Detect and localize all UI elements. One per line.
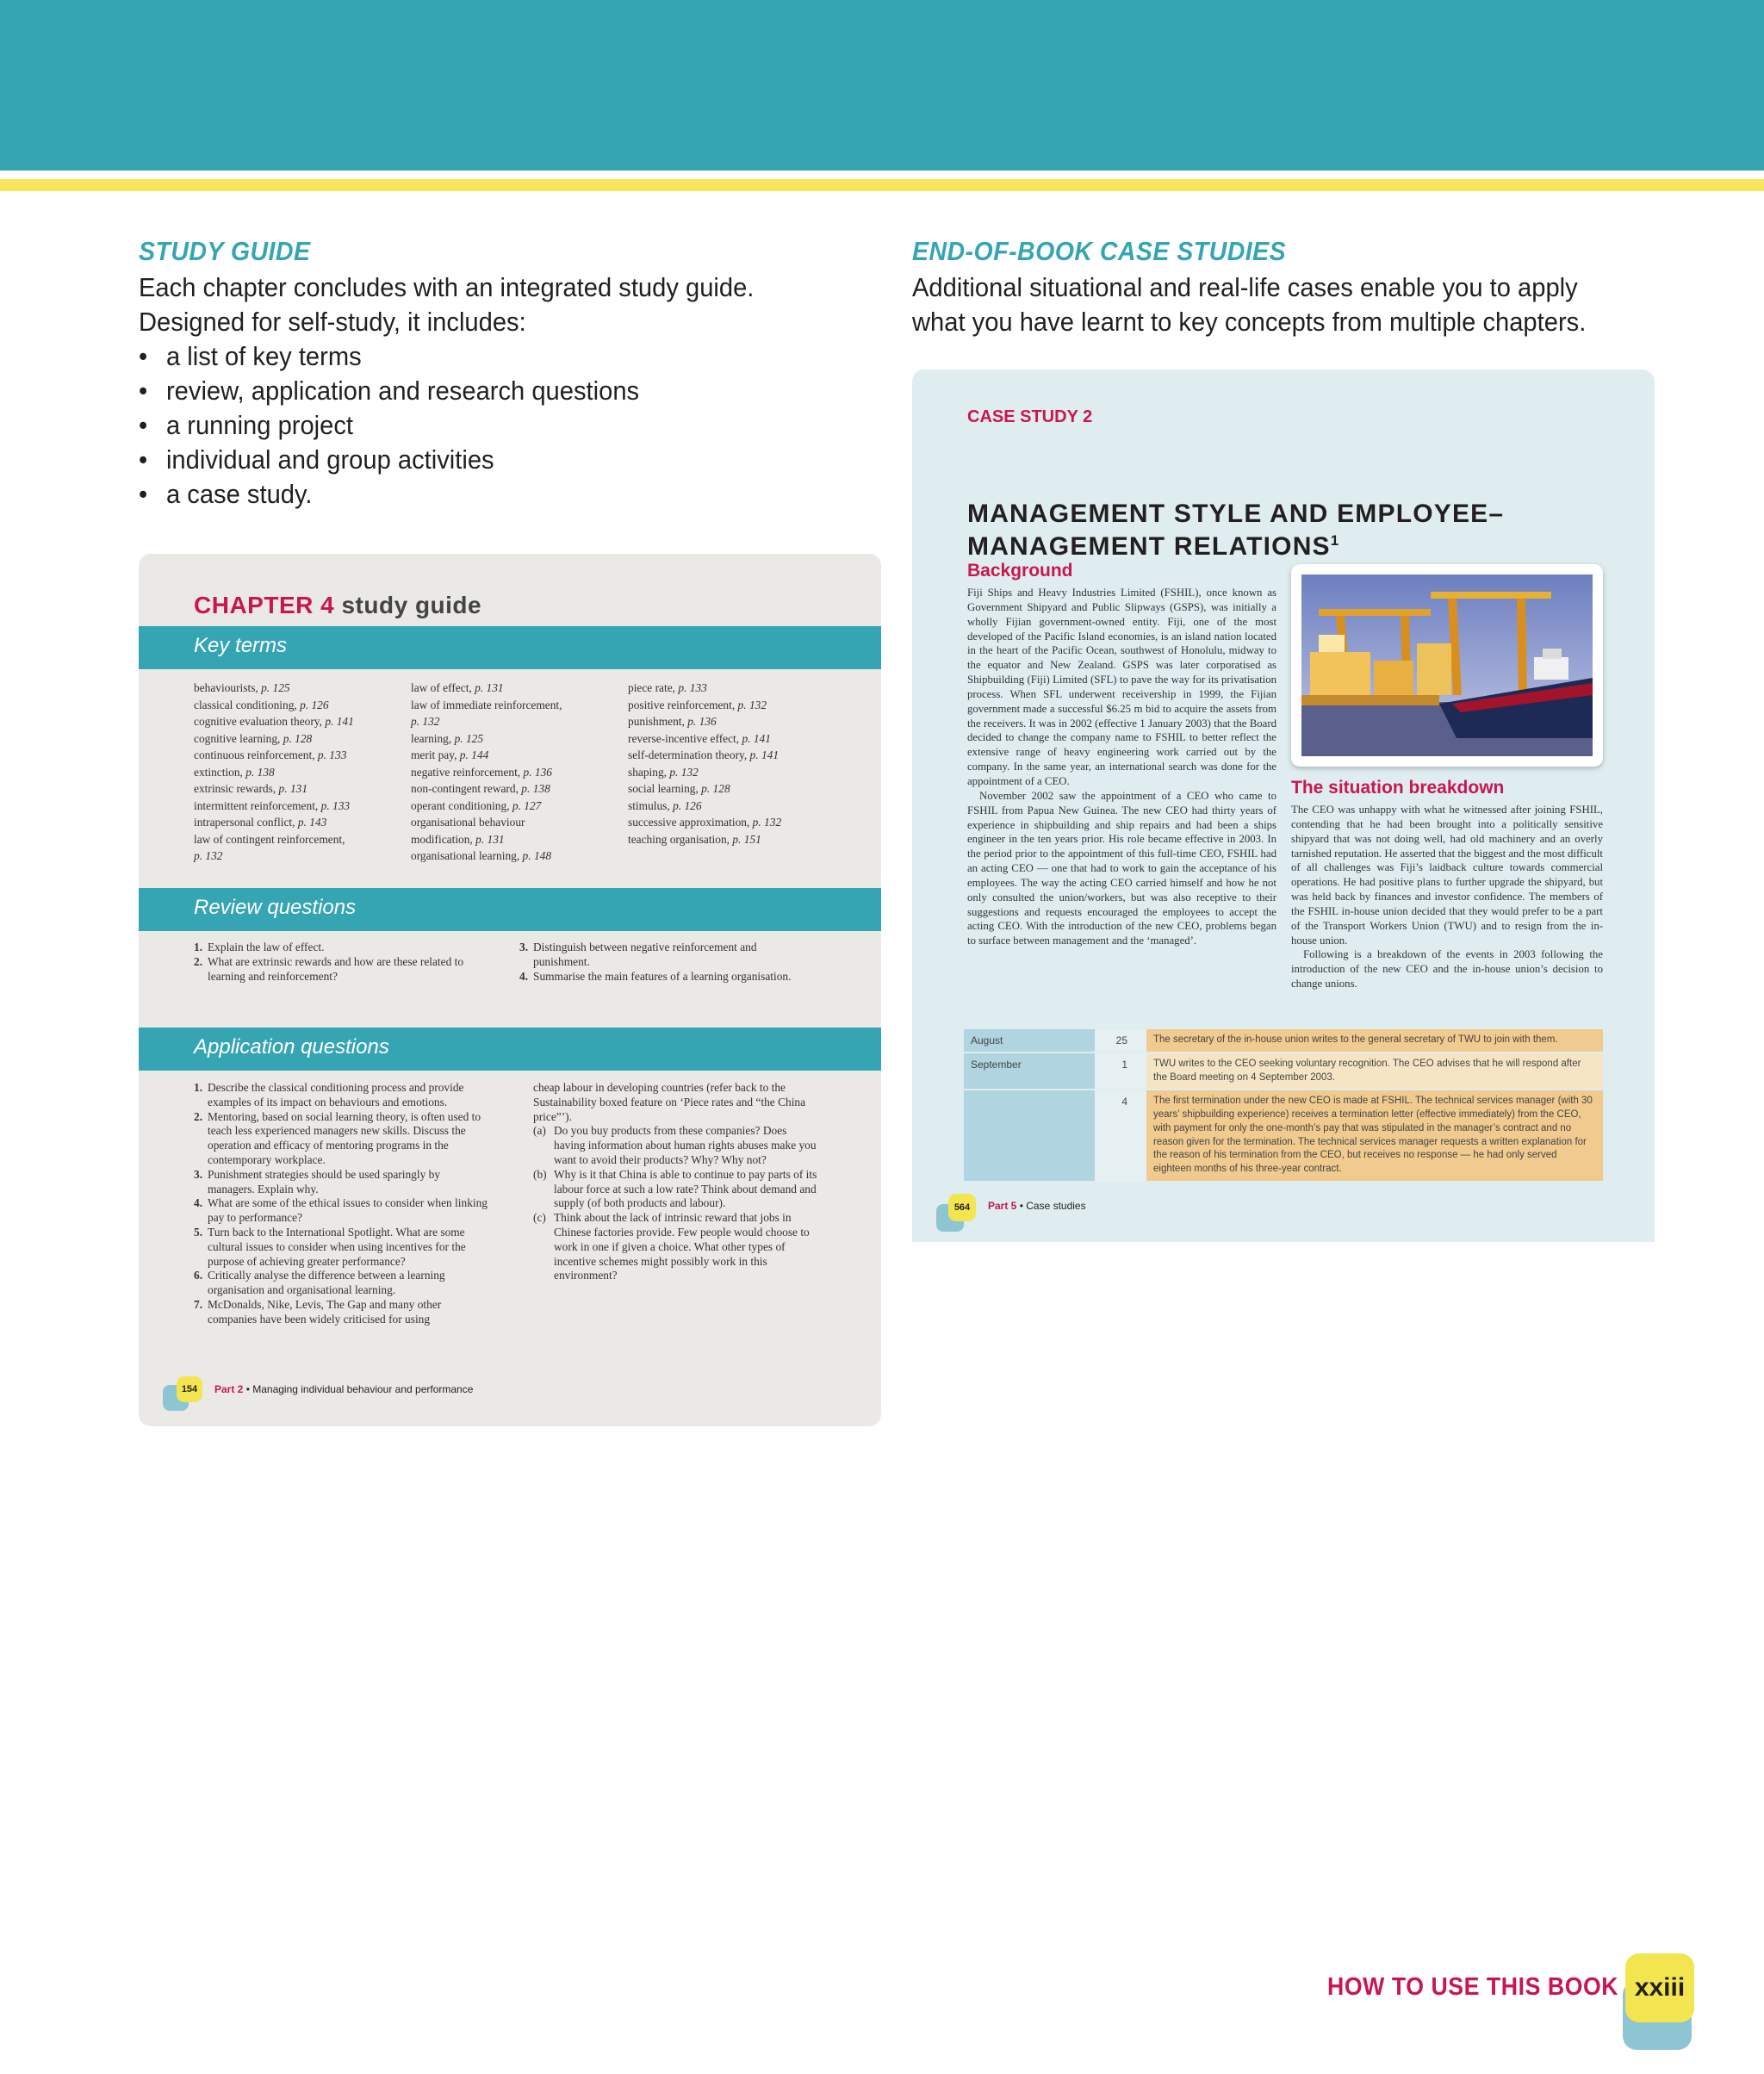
part-title: • Case studies — [1016, 1200, 1086, 1212]
key-term — [411, 764, 562, 781]
list-item: • individual and group activities — [139, 443, 639, 477]
key-term-page: p. 138 — [245, 765, 275, 779]
case-study-title-line-2 — [967, 527, 1504, 560]
key-term-page: p. 131 — [475, 681, 504, 694]
question-text: Summarise the main features of a learning organisation. — [533, 969, 792, 983]
table-row — [964, 1029, 1603, 1052]
question-number: 1. — [194, 941, 203, 953]
sub-question-item — [533, 1124, 817, 1167]
timeline-table — [964, 1029, 1603, 1183]
key-term — [628, 780, 781, 798]
key-term — [194, 680, 354, 697]
sub-question-item — [533, 1211, 817, 1283]
table-row — [964, 1053, 1603, 1089]
key-term-page: p. 132 — [411, 715, 440, 728]
timeline-month: September — [964, 1053, 1095, 1089]
key-term — [628, 764, 781, 781]
footer-title: HOW TO USE THIS BOOK — [1327, 1973, 1619, 2001]
key-term-text: self-determination theory, — [628, 748, 750, 761]
key-term-text: punishment, — [628, 715, 688, 728]
question-item — [194, 1110, 490, 1168]
question-number: 4. — [194, 1196, 203, 1210]
question-item — [194, 1226, 490, 1269]
key-term — [194, 730, 354, 748]
key-term — [628, 680, 781, 697]
key-term-page: p. 133 — [320, 798, 351, 812]
key-term-text: intrapersonal conflict, — [194, 816, 298, 829]
timeline-day: 4 — [1095, 1090, 1146, 1180]
review-questions-band — [139, 888, 881, 931]
key-terms-header: Key terms — [194, 634, 288, 657]
key-term-page: p. 128 — [283, 731, 313, 745]
part-label: Part 5 — [988, 1200, 1017, 1212]
key-term-page: p. 144 — [459, 748, 489, 761]
sub-question-letter: (b) — [533, 1167, 547, 1181]
key-term-text: continuous reinforcement, — [194, 748, 318, 761]
case-study-title — [967, 500, 1504, 560]
sub-question-text: Why is it that China is able to continue to pay parts of its labour force at such a low rate? Think about demand and supply (of both products and labour). — [554, 1167, 817, 1210]
part-title: • Managing individual behaviour and performance — [243, 1383, 474, 1395]
question-text: Punishment strategies should be used sparingly by managers. Explain why. — [208, 1167, 441, 1195]
key-term-text: reverse-incentive effect, — [628, 731, 742, 745]
cargo-ship-photo — [1291, 564, 1603, 767]
page-number: xxiii — [1625, 1953, 1694, 2022]
study-guide-intro: Each chapter concludes with an integrated study guide. Designed for self-study, it includes: — [139, 272, 755, 337]
key-term-page: p. 151 — [732, 832, 761, 846]
key-term-text: stimulus, — [628, 798, 674, 812]
study-guide-heading: STUDY GUIDE — [139, 236, 311, 266]
question-number: 1. — [194, 1081, 203, 1094]
review-questions-column — [194, 941, 487, 984]
key-term — [411, 730, 562, 748]
key-term-text: cognitive evaluation theory, — [194, 715, 326, 728]
timeline-month — [964, 1090, 1095, 1180]
application-questions-band — [139, 1028, 881, 1071]
key-term — [194, 713, 354, 730]
key-terms-column — [194, 680, 354, 865]
case-study-title-line: MANAGEMENT STYLE AND EMPLOYEE– — [967, 500, 1505, 528]
paragraph: Fiji Ships and Heavy Industries Limited (FSHIL), once known as Government Shipyard and Public Slipways (GSPS), was initially a wholly Fijian government-owned entity. Fiji, one of the most developed of the Pacific Island economies, is an island nation located in the heart of the Pacific Ocean, southwest of Honolulu, midway to the equator and New Zealand. GSPS was later corporatised as Shipbuilding (Fiji) Limited (SFL) to pave the way for its privatisation process. When SFL underwent receivership in 1999, the Fijian government made a successful $6.25 m bid to acquire the assets from the receivers. It was in 2002 (effective 1 January 2003) that the Board decided to change the company name to FSHIL to better reflect the extensive range of heavy engineering work carried out by the company. In the same year, an international search was done for the appointment of a CEO. — [967, 587, 1276, 787]
paragraph: Following is a breakdown of the events in 2003 following the introduction of the new CEO and the in-house union’s decision to change unions. — [1291, 948, 1603, 990]
situation-heading: The situation breakdown — [1291, 778, 1505, 798]
key-term-page: p. 138 — [521, 782, 550, 795]
question-item — [194, 1081, 490, 1110]
key-term — [628, 730, 781, 748]
key-term-text: learning, — [411, 731, 455, 745]
page-number-badge: 154 — [177, 1376, 202, 1402]
key-term — [628, 831, 781, 848]
key-term-text: negative reinforcement, — [411, 765, 524, 779]
timeline-event: The secretary of the in-house union writes to the general secretary of TWU to join with them. — [1146, 1029, 1603, 1052]
key-term-text: organisational learning, — [411, 849, 523, 862]
sub-question-item — [533, 1168, 817, 1211]
key-term-page: p. 128 — [701, 782, 730, 795]
key-term-page: p. 133 — [678, 681, 707, 694]
key-term-text: extrinsic rewards, — [194, 782, 279, 795]
study-guide-bullets — [139, 339, 639, 512]
part-label: Part 2 — [214, 1383, 244, 1395]
study-guide-title — [194, 592, 481, 619]
case-study-title-text: MANAGEMENT RELATIONS — [967, 532, 1331, 561]
key-term-text: piece rate, — [628, 681, 679, 694]
key-term-page: p. 141 — [325, 715, 354, 728]
question-number: 7. — [194, 1297, 203, 1311]
sub-question-letter: (c) — [533, 1211, 546, 1225]
question-number: 4. — [519, 969, 529, 983]
question-text: Critically analyse the difference between a learning organisation and organisational learning. — [208, 1269, 445, 1297]
question-text: What are extrinsic rewards and how are these related to learning and reinforcement? — [208, 954, 464, 983]
list-item: • review, application and research questions — [139, 374, 639, 408]
key-term-page: p. 132 — [194, 849, 223, 862]
timeline-event: TWU writes to the CEO seeking voluntary recognition. The CEO advises that he will respond after the Board meeting on 4 September 2003. — [1146, 1053, 1603, 1089]
paragraph: November 2002 saw the appointment of a CEO who came to FSHIL from Papua New Guinea. The new CEO had thirty years of experience in shipbuilding and ship repairs and had been a ships engineer in the ten years prior. His role became effective in 2003. In the period prior to the appointment of this full-time CEO, FSHIL had an acting CEO — one that had to work to gain the acceptance of his employees. The way the acting CEO carried himself and how he not only consulted the union/workers, but was also receptive to their suggestions and requests encouraged the employees to accept the acting CEO. With the introduction of the new CEO, problems began to surface between management and the ‘managed’. — [967, 789, 1276, 947]
key-term-text: social learning, — [628, 782, 702, 795]
key-term — [194, 747, 354, 764]
key-term-text: law of immediate reinforcement, — [411, 698, 562, 711]
question-number: 3. — [519, 941, 529, 953]
key-term-page: p. 143 — [297, 816, 327, 829]
timeline-month: August — [964, 1029, 1095, 1052]
case-studies-heading: END-OF-BOOK CASE STUDIES — [912, 236, 1287, 266]
key-term-text: merit pay, — [411, 748, 460, 761]
list-item: • a running project — [139, 408, 639, 443]
key-term — [411, 713, 562, 730]
key-term-text: behaviourists, — [194, 681, 262, 694]
situation-text — [1291, 803, 1603, 991]
timeline-day: 1 — [1095, 1053, 1146, 1089]
footnote-marker: 1 — [1330, 532, 1340, 549]
paragraph: The CEO was unhappy with what he witnessed after joining FSHIL, contending that he had been brought into a politically sensitive shipyard that was not doing well, had old machinery and an overly tarnished reputation. He asserted that the biggest and the most difficult of all challenges was Fiji’s laidback culture towards commercial operations. He had positive plans to further upgrade the shipyard, but was held back by finances and investor confidence. The members of the FSHIL in-house union decided that they would prefer to be a part of the Transport Workers Union (TWU) and to resign from the in-house union. — [1291, 804, 1603, 947]
key-terms-column — [411, 680, 562, 865]
page-footer-label — [214, 1383, 473, 1395]
question-text: What are some of the ethical issues to consider when linking pay to performance? — [208, 1196, 488, 1225]
key-term-text: shaping, — [628, 765, 670, 779]
question-item — [194, 1298, 490, 1327]
key-term-page: p. 132 — [737, 698, 767, 711]
review-questions-column — [519, 941, 804, 984]
key-term — [411, 814, 562, 831]
question-item — [519, 941, 804, 970]
case-studies-intro: Additional situational and real-life cases enable you to apply what you have learnt to key concepts from multiple chapters. — [912, 272, 1587, 337]
key-term — [411, 780, 562, 798]
question-number: 2. — [194, 1109, 203, 1123]
key-term-page: p. 136 — [687, 715, 717, 728]
timeline-event: The first termination under the new CEO is made at FSHIL. The technical services manager (with 30 years’ shipbuilding experience) receives a termination letter (effective immediately) from the CEO, with payment for only the one-month’s pay that was stipulated in the manager’s contract and no reason given for the termination. The technical services manager requests a written explanation for the reason of his termination from the CEO, but receives no response — he had only served eighteen months of his three-year contract. — [1146, 1090, 1603, 1180]
key-term — [194, 697, 354, 714]
application-questions-column — [194, 1081, 490, 1327]
sub-question-text: Think about the lack of intrinsic reward that jobs in Chinese factories provide. Few people would choose to work in one if given a choice. What other types of incentive schemes might possibly work in this environment? — [554, 1211, 810, 1282]
key-term-page: p. 131 — [278, 782, 308, 795]
key-term-text: positive reinforcement, — [628, 698, 738, 711]
key-term-text: law of effect, — [411, 681, 475, 694]
key-term-page: p. 132 — [752, 816, 782, 829]
key-term — [194, 764, 354, 781]
question-item — [519, 970, 804, 984]
key-term — [411, 831, 562, 848]
key-term-text: intermittent reinforcement, — [194, 798, 321, 812]
sub-question-text: Do you buy products from these companies? Does having information about human rights abuses make you want to avoid their products? Why? Why not? — [554, 1124, 817, 1166]
question-number: 6. — [194, 1269, 203, 1282]
key-term — [628, 747, 781, 764]
question-text: Mentoring, based on social learning theory, is often used to teach less experienced managers new skills. Discuss the operation and efficacy of mentoring programs in the contemporary workplace. — [208, 1109, 481, 1166]
key-term — [411, 747, 562, 764]
key-term-text: non-contingent reward, — [411, 782, 522, 795]
question-text: Turn back to the International Spotlight. What are some cultural issues to consider when using incentives for the purpose of achieving greater performance? — [208, 1225, 466, 1268]
key-term-page: p. 136 — [523, 765, 552, 779]
key-term — [411, 680, 562, 697]
question-text: Describe the classical conditioning process and provide examples of its impact on behaviours and emotions. — [208, 1081, 464, 1108]
application-questions-column — [533, 1081, 817, 1283]
key-term — [628, 798, 781, 815]
list-item: • a list of key terms — [139, 339, 639, 374]
question-text: McDonalds, Nike, Levis, The Gap and many other companies have been widely criticised for using — [208, 1297, 442, 1326]
key-term — [411, 848, 562, 865]
background-text — [967, 586, 1276, 948]
cargo-ship-image — [1301, 574, 1593, 756]
key-term-page: p. 141 — [749, 748, 780, 761]
application-questions-header: Application questions — [194, 1035, 389, 1059]
key-terms-column — [628, 680, 781, 848]
key-term-page: p. 133 — [317, 748, 347, 761]
key-term-text: organisational behaviour — [411, 816, 525, 829]
list-item: • a case study. — [139, 477, 639, 512]
key-term — [628, 697, 781, 714]
review-questions-header: Review questions — [194, 896, 357, 919]
header-band — [0, 0, 1764, 171]
key-term — [628, 814, 781, 831]
study-guide-title-text: study guide — [334, 592, 482, 618]
key-term — [194, 848, 354, 865]
sub-questions — [533, 1124, 817, 1283]
key-term — [194, 798, 354, 815]
case-study-label: CASE STUDY 2 — [967, 407, 1093, 426]
question-number: 2. — [194, 954, 203, 968]
question-text: cheap labour in developing countries (refer back to the Sustainability boxed feature on ‘Piece rates and “the China price”’). — [533, 1081, 806, 1123]
key-term-page: p. 125 — [261, 681, 290, 694]
key-term-page: p. 131 — [475, 832, 505, 846]
background-heading: Background — [967, 561, 1073, 581]
key-term — [411, 697, 562, 714]
key-term-page: p. 125 — [454, 731, 484, 745]
sub-question-letter: (a) — [533, 1124, 546, 1138]
question-item — [194, 1269, 490, 1298]
key-term-page: p. 126 — [300, 698, 329, 711]
key-term-page: p. 141 — [742, 731, 771, 745]
key-term-page: p. 127 — [512, 798, 542, 812]
page-number-badge: 564 — [948, 1194, 976, 1221]
question-item — [194, 1168, 490, 1197]
question-text: Distinguish between negative reinforcement and punishment. — [533, 941, 757, 968]
timeline-day: 25 — [1095, 1029, 1146, 1052]
key-term-text: classical conditioning, — [194, 698, 301, 711]
key-term-text: teaching organisation, — [628, 832, 733, 846]
question-item — [194, 1196, 490, 1226]
question-text: Explain the law of effect. — [208, 941, 325, 953]
key-term-text: extinction, — [194, 765, 246, 779]
key-term — [628, 713, 781, 730]
question-number: 5. — [194, 1225, 203, 1239]
key-term — [194, 831, 354, 848]
key-terms-band — [139, 626, 881, 669]
chapter-label: CHAPTER 4 — [194, 592, 335, 618]
key-term-text: law of contingent reinforcement, — [194, 832, 345, 846]
question-item — [194, 955, 487, 984]
key-term-text: modification, — [411, 832, 476, 846]
key-term-text: cognitive learning, — [194, 731, 283, 745]
key-term — [411, 798, 562, 815]
page-footer-label — [988, 1200, 1086, 1212]
key-term-page: p. 132 — [669, 765, 699, 779]
header-stripe — [0, 179, 1764, 191]
key-term — [194, 814, 354, 831]
question-item — [194, 941, 487, 955]
study-guide-sample-page — [139, 554, 881, 1426]
question-number: 3. — [194, 1167, 203, 1181]
key-term — [194, 780, 354, 798]
case-study-sample-page — [912, 369, 1655, 1242]
key-term-text: successive approximation, — [628, 816, 753, 829]
key-term-text: operant conditioning, — [411, 798, 512, 812]
table-row — [964, 1090, 1603, 1180]
key-term-page: p. 148 — [522, 849, 552, 862]
key-term-page: p. 126 — [673, 798, 702, 812]
